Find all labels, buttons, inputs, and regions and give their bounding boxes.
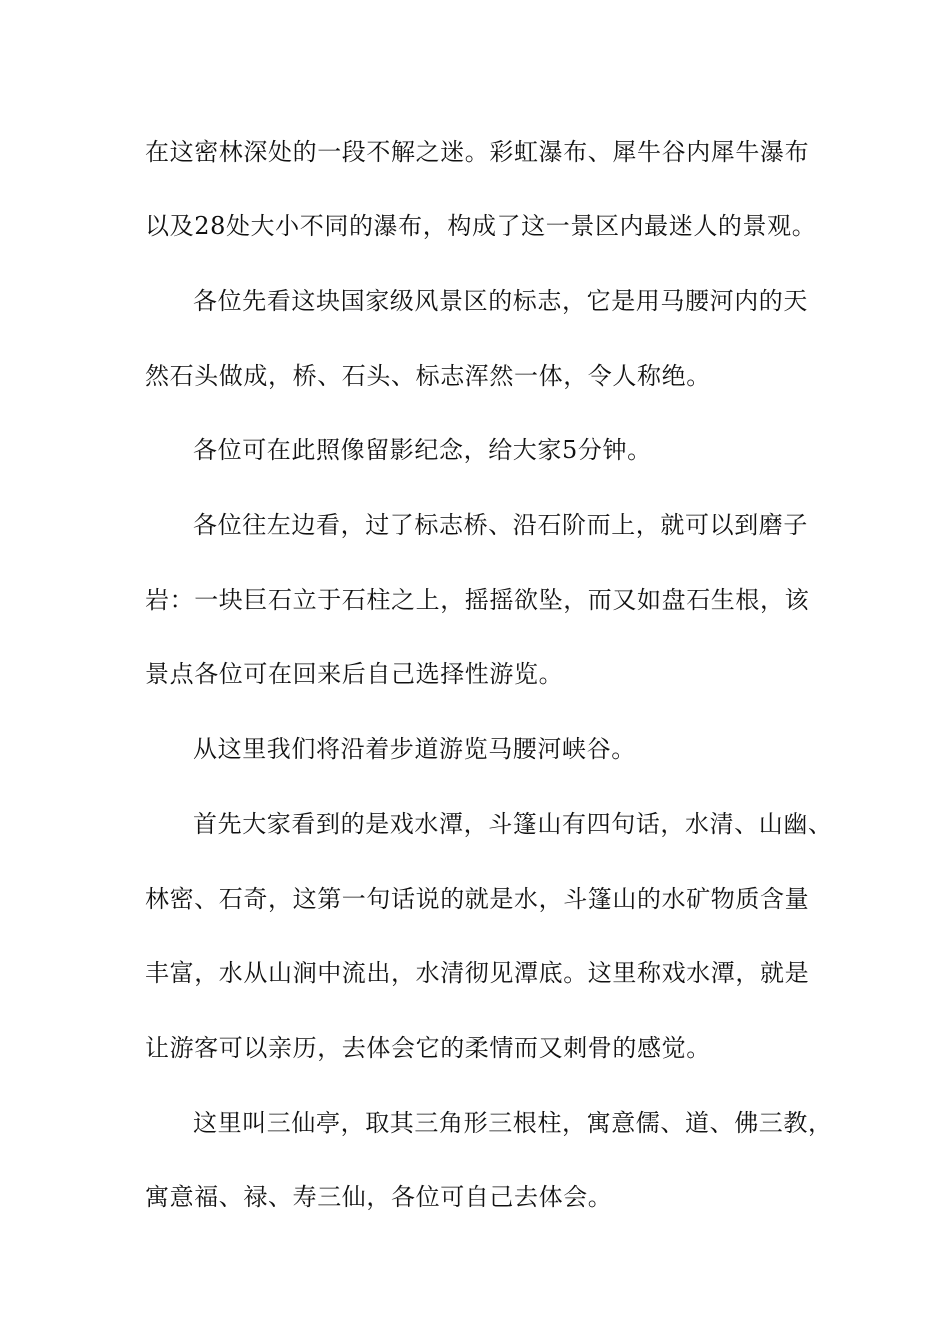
text-line: 让游客可以亲历，去体会它的柔情而又刺骨的感觉。 bbox=[145, 1034, 711, 1062]
text-line: 岩：一块巨石立于石柱之上，摇摇欲坠，而又如盘石生根，该 bbox=[145, 586, 810, 614]
text-line: 在这密林深处的一段不解之迷。彩虹瀑布、犀牛谷内犀牛瀑布 bbox=[145, 138, 810, 166]
paragraph-start-line: 从这里我们将沿着步道游览马腰河峡谷。 bbox=[193, 735, 636, 763]
paragraph-start-line: 各位往左边看，过了标志桥、沿石阶而上，就可以到磨子 bbox=[193, 511, 808, 539]
paragraph-start-line: 各位先看这块国家级风景区的标志，它是用马腰河内的天 bbox=[193, 287, 808, 315]
paragraph-start-line: 这里叫三仙亭，取其三角形三根柱，寓意儒、道、佛三教， bbox=[193, 1109, 833, 1137]
paragraph-start-line: 各位可在此照像留影纪念，给大家5分钟。 bbox=[193, 436, 652, 464]
text-line: 丰富，水从山涧中流出，水清彻见潭底。这里称戏水潭，就是 bbox=[145, 959, 810, 987]
text-line: 以及28处大小不同的瀑布，构成了这一景区内最迷人的景观。 bbox=[145, 212, 817, 240]
text-line: 林密、石奇，这第一句话说的就是水，斗篷山的水矿物质含量 bbox=[145, 885, 810, 913]
text-line: 寓意福、禄、寿三仙，各位可自己去体会。 bbox=[145, 1183, 613, 1211]
paragraph-start-line: 首先大家看到的是戏水潭，斗篷山有四句话，水清、山幽、 bbox=[193, 810, 833, 838]
text-line: 然石头做成，桥、石头、标志浑然一体，令人称绝。 bbox=[145, 362, 711, 390]
text-line: 景点各位可在回来后自己选择性游览。 bbox=[145, 660, 564, 688]
